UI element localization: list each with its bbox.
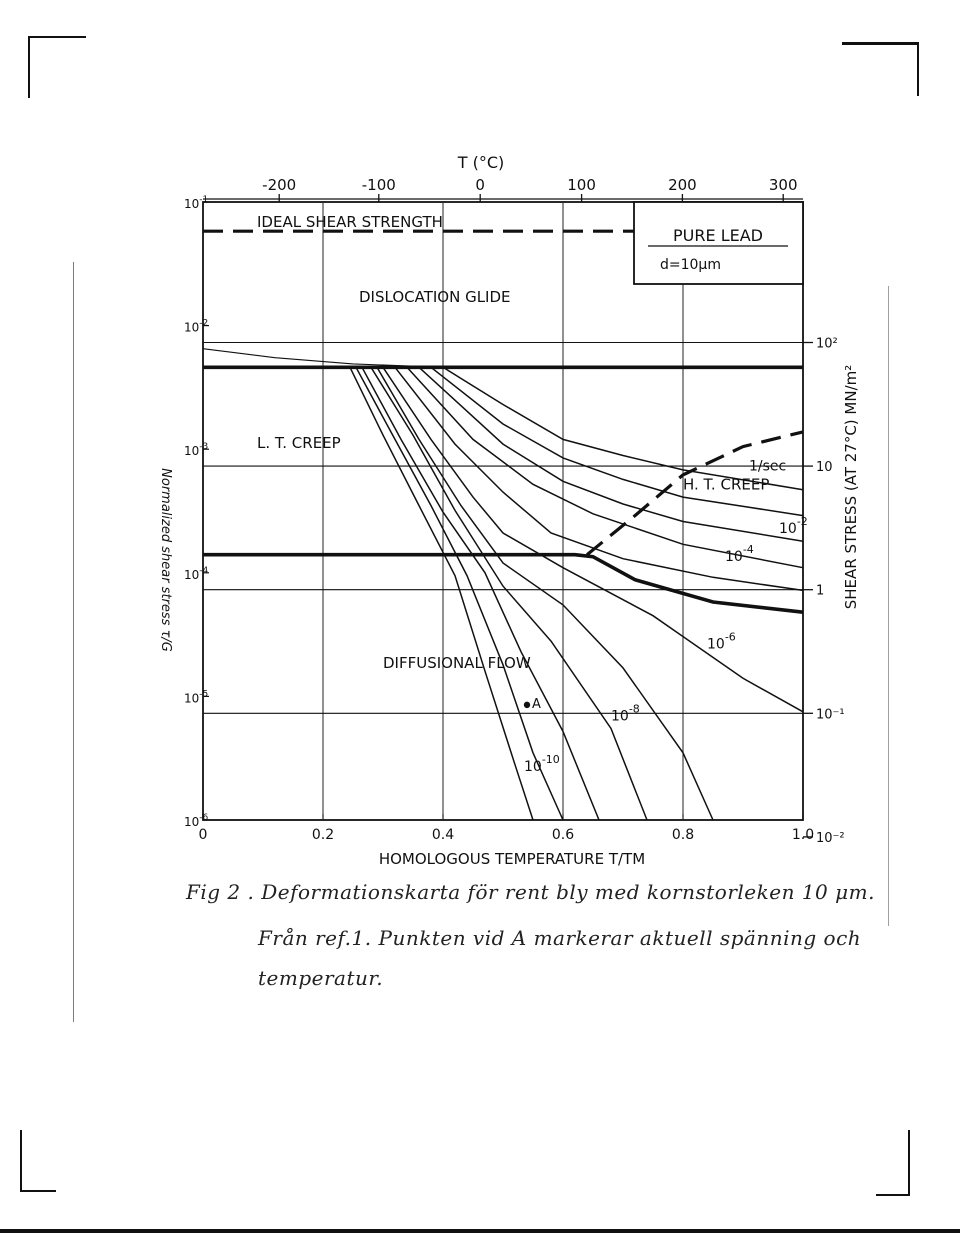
x-tick-label: 0.2 — [311, 827, 335, 843]
material-box-title: PURE LEAD — [673, 226, 763, 245]
strain-rate-label: $10^{-10}$ — [524, 752, 560, 775]
x-tick-label: 0 — [198, 827, 208, 843]
x-top-tick-label: 100 — [567, 176, 596, 194]
x-top-tick-label: -200 — [262, 176, 297, 194]
strain-rate-label: $10^{-6}$ — [707, 630, 736, 653]
region-label-l-t-creep: L. T. CREEP — [257, 434, 341, 453]
y-tick-label: $10^{-6}$ — [184, 813, 209, 829]
figure-caption-line-2: Från ref.1. Punkten vid A markerar aktuell spänning och — [258, 926, 862, 950]
x-top-axis-title: T (°C) — [457, 153, 505, 172]
y-tick-label: $10^{-5}$ — [184, 689, 209, 706]
y-right-tick-label: 10 — [816, 460, 833, 476]
x-top-tick-label: 200 — [668, 176, 697, 194]
strain-rate-label: 1/sec — [749, 458, 787, 475]
strain-rate-contour — [407, 367, 803, 567]
chart-labels — [257, 213, 769, 712]
region-label-dislocation-glide: DISLOCATION GLIDE — [359, 288, 511, 307]
figure-caption-line-1: Fig 2 . Deformationskarta för rent bly med kornstorleken 10 μm. — [186, 880, 875, 904]
material-box — [634, 202, 803, 284]
strain-rate-label: $10^{-4}$ — [725, 542, 754, 565]
strain-rate-label: $10^{-2}$ — [779, 514, 808, 537]
region-label-diffusional-flow: DIFFUSIONAL FLOW — [383, 653, 531, 672]
x-tick-label: 0.4 — [431, 827, 455, 843]
strain-rate-contour — [419, 367, 803, 541]
region-label-h-t-creep: H. T. CREEP — [683, 475, 770, 494]
x-tick-label: 0.6 — [551, 827, 575, 843]
strain-rate-label: $10^{-8}$ — [611, 702, 640, 725]
y-left-axis-title: Normalized shear stress τ/G — [158, 468, 173, 652]
strain-rate-contours — [350, 367, 808, 820]
strain-rate-contour — [350, 367, 533, 820]
y-right-tick-label: 10⁻¹ — [816, 707, 845, 723]
point-a-label: A — [532, 696, 541, 712]
point-a-marker — [524, 702, 530, 708]
x-top-tick-label: -100 — [361, 176, 396, 194]
y-right-tick-label: 10⁻² — [816, 830, 845, 846]
x-tick-label: 0.8 — [671, 827, 695, 843]
y-right-tick-label: 10² — [816, 336, 838, 352]
figure-caption-line-3: temperatur. — [258, 966, 384, 990]
x-top-tick-label: 0 — [475, 176, 485, 194]
x-top-tick-label: 300 — [768, 176, 798, 194]
x-axis-title: HOMOLOGOUS TEMPERATURE T/TM — [378, 850, 646, 868]
strain-rate-contour — [371, 367, 647, 820]
y-tick-label: $10^{-2}$ — [184, 318, 209, 335]
region-label-ideal-shear-strength: IDEAL SHEAR STRENGTH — [257, 212, 443, 231]
x-tick-label: 1.0 — [791, 827, 815, 843]
strain-rate-contour — [356, 367, 563, 820]
y-tick-label: $10^{-4}$ — [184, 565, 209, 582]
y-right-tick-label: 1 — [816, 583, 825, 599]
material-box-subtitle: d=10μm — [660, 257, 721, 273]
y-tick-label: $10^{-1}$ — [184, 195, 209, 211]
y-right-axis-title: SHEAR STRESS (AT 27°C) MN/m² — [842, 364, 860, 610]
y-tick-label: $10^{-3}$ — [184, 442, 209, 459]
